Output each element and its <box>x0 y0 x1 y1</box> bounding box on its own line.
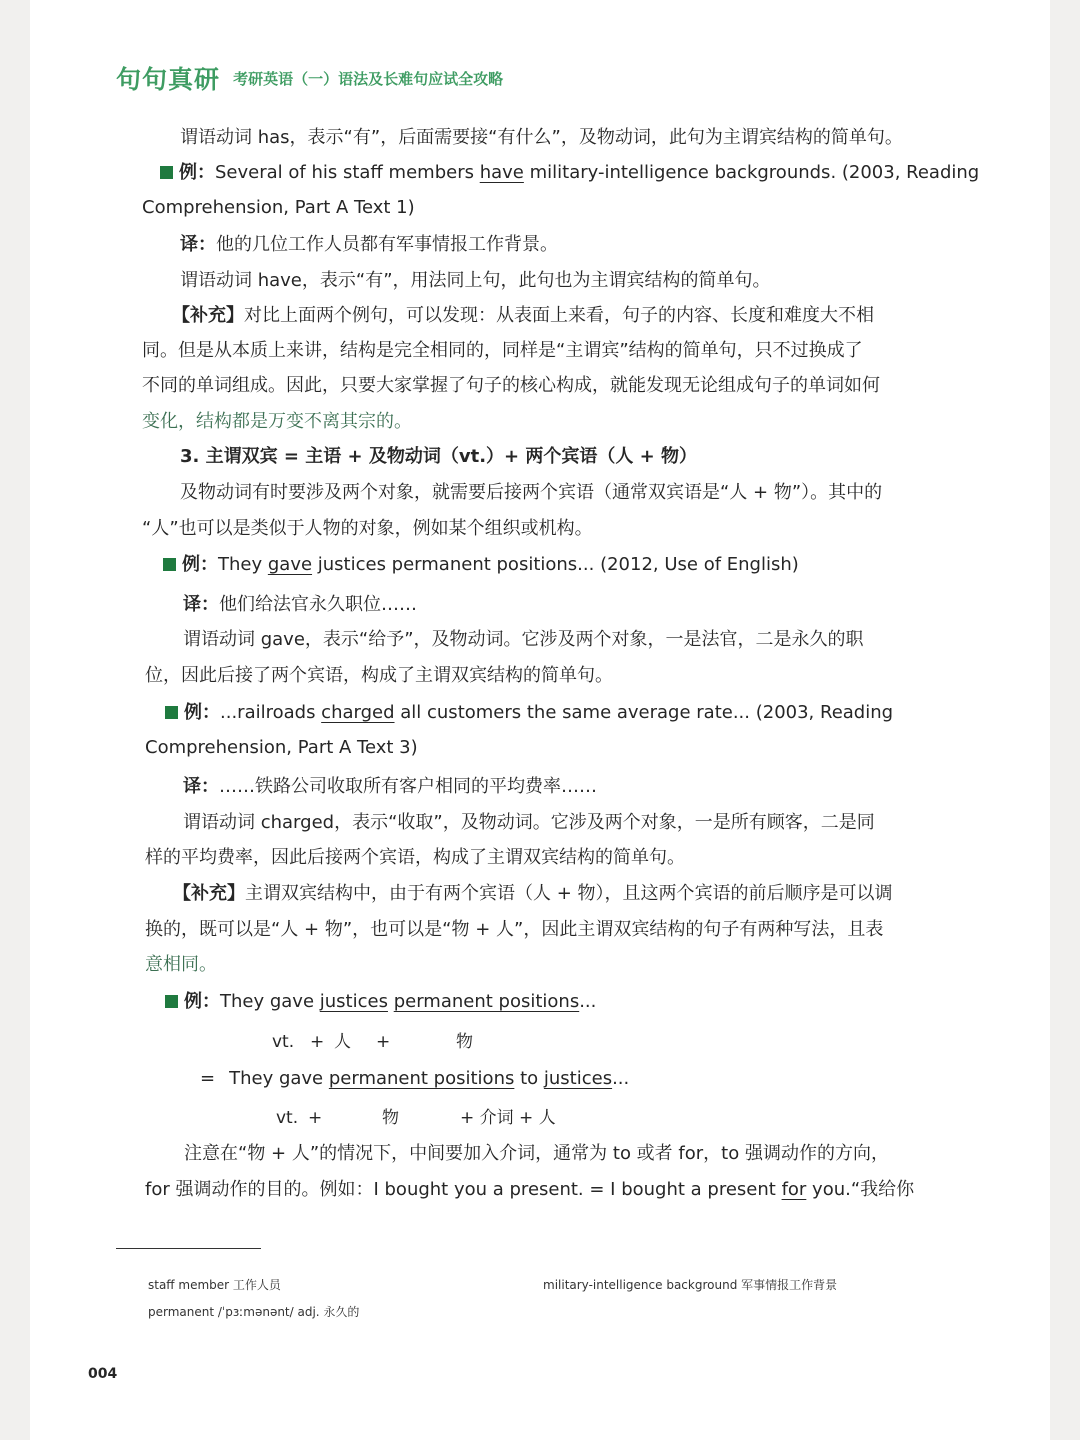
structure-diagram-plus: + <box>310 1032 325 1052</box>
example-line: 例：They gave justices permanent positions... (2012, Use of English) <box>163 553 799 577</box>
structure-diagram-vt: vt. <box>272 1032 295 1052</box>
paragraph-line: for 强调动作的目的。例如：I bought you a present. = I bought a present for you.“我给你 <box>145 1179 915 1200</box>
paragraph-line: 谓语动词 charged，表示“收取”，及物动词。它涉及两个对象，一是所有顾客，二是同 <box>183 812 875 833</box>
structure-diagram-plus: + <box>308 1108 323 1128</box>
book-title: 考研英语（一）语法及长难句应试全攻略 <box>233 69 504 88</box>
footnote-divider <box>116 1248 261 1249</box>
supplement-line: 换的，既可以是“人 + 物”，也可以是“物 + 人”，因此主谓双宾结构的句子有两种写法，且表 <box>145 919 884 940</box>
paragraph-line: 及物动词有时要涉及两个对象，就需要后接两个宾语（通常双宾语是“人 + 物”）。其中的 <box>180 482 883 503</box>
footnote-vocab: staff member 工作人员 <box>148 1278 281 1292</box>
structure-diagram-plus: + <box>376 1032 391 1052</box>
paragraph-line: 注意在“物 + 人”的情况下，中间要加入介词，通常为 to 或者 for，to 强调动作的方向， <box>184 1143 889 1164</box>
supplement-line: 【补充】主谓双宾结构中，由于有两个宾语（人 + 物），且这两个宾语的前后顺序是可以调 <box>173 883 893 904</box>
example-line: 例：They gave justices permanent positions... <box>165 990 596 1014</box>
example-marker-icon <box>165 995 178 1008</box>
structure-diagram-person: 人 <box>334 1032 351 1052</box>
translation-line: 译：他们给法官永久职位…… <box>183 594 417 615</box>
section-heading: 3. 主谓双宾 = 主语 + 及物动词（vt.）+ 两个宾语（人 + 物） <box>180 446 697 467</box>
structure-diagram-rest: + 介词 + 人 <box>460 1108 556 1128</box>
paragraph-line: 谓语动词 have，表示“有”，用法同上句，此句也为主谓宾结构的简单句。 <box>180 270 771 291</box>
structure-diagram-vt: vt. <box>276 1108 299 1128</box>
page-header <box>116 60 503 94</box>
paragraph-line: “人”也可以是类似于人物的对象，例如某个组织或机构。 <box>142 518 593 539</box>
supplement-line: 意相同。 <box>145 954 217 975</box>
structure-diagram-thing: 物 <box>382 1108 399 1128</box>
example-source: Comprehension, Part A Text 1) <box>142 197 415 218</box>
equivalent-sentence: = They gave permanent positions to justices... <box>200 1068 630 1089</box>
example-marker-icon <box>163 558 176 571</box>
translation-line: 译：……铁路公司收取所有客户相同的平均费率…… <box>183 776 597 797</box>
example-marker-icon <box>165 706 178 719</box>
page-number: 004 <box>88 1366 118 1382</box>
supplement-line: 同。但是从本质上来讲，结构是完全相同的，同样是“主谓宾”结构的简单句，只不过换成了 <box>142 340 863 361</box>
example-source: Comprehension, Part A Text 3) <box>145 737 418 758</box>
structure-diagram-thing: 物 <box>456 1032 473 1052</box>
supplement-line: 【补充】对比上面两个例句，可以发现：从表面上来看，句子的内容、长度和难度大不相 <box>172 305 874 326</box>
example-line: 例：Several of his staff members have military-intelligence backgrounds. (2003, Reading <box>160 161 979 185</box>
paragraph-line: 样的平均费率，因此后接两个宾语，构成了主谓双宾结构的简单句。 <box>145 847 685 868</box>
paragraph-line: 位，因此后接了两个宾语，构成了主谓双宾结构的简单句。 <box>145 665 613 686</box>
footnote-vocab: military-intelligence background 军事情报工作背景 <box>543 1278 838 1292</box>
footnote-vocab: permanent /ˈpɜːmənənt/ adj. 永久的 <box>148 1305 360 1319</box>
translation-line: 译：他的几位工作人员都有军事情报工作背景。 <box>180 234 558 255</box>
example-line: 例：...railroads charged all customers the same average rate... (2003, Reading <box>165 701 893 725</box>
paragraph-line: 谓语动词 has，表示“有”，后面需要接“有什么”，及物动词，此句为主谓宾结构的简单句。 <box>180 127 903 148</box>
example-marker-icon <box>160 166 173 179</box>
supplement-line: 变化，结构都是万变不离其宗的。 <box>142 411 412 432</box>
series-logo: 句句真研 <box>116 65 221 94</box>
supplement-line: 不同的单词组成。因此，只要大家掌握了句子的核心构成，就能发现无论组成句子的单词如何 <box>142 375 880 396</box>
paragraph-line: 谓语动词 gave，表示“给予”，及物动词。它涉及两个对象，一是法官，二是永久的职 <box>183 629 864 650</box>
